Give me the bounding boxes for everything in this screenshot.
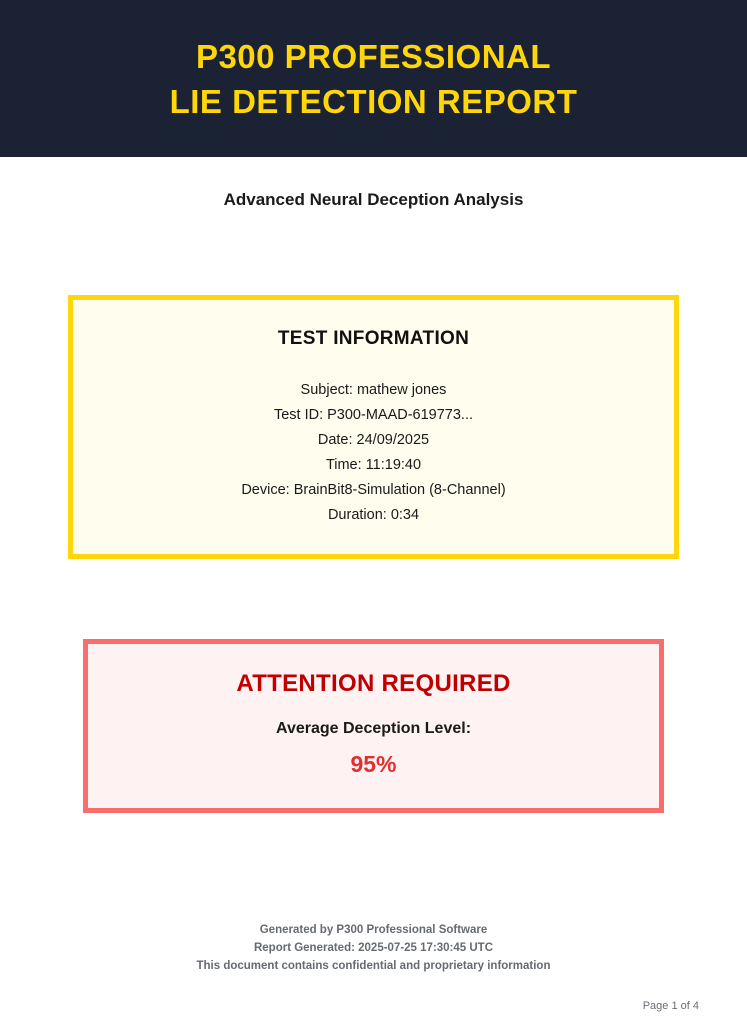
footer-confidentiality-notice: This document contains confidential and proprietary information bbox=[196, 960, 551, 972]
report-footer bbox=[0, 921, 747, 975]
average-deception-level-label: Average Deception Level: bbox=[275, 720, 472, 737]
report-header-banner bbox=[0, 0, 747, 157]
test-information-test-id: Test ID: P300-MAAD-619773... bbox=[273, 407, 474, 423]
test-information-device: Device: BrainBit8-Simulation (8-Channel) bbox=[241, 482, 506, 498]
attention-required-card bbox=[83, 639, 664, 813]
average-deception-level-value: 95% bbox=[350, 751, 397, 777]
report-title-line-1: P300 PROFESSIONAL bbox=[195, 37, 552, 75]
test-information-rows bbox=[83, 378, 664, 528]
test-information-card bbox=[68, 295, 679, 559]
test-information-title: TEST INFORMATION bbox=[277, 328, 470, 349]
test-information-subject: Subject: mathew jones bbox=[300, 382, 447, 398]
test-information-time: Time: 11:19:40 bbox=[325, 457, 422, 473]
footer-generated-by: Generated by P300 Professional Software bbox=[259, 924, 488, 936]
report-title-line-2: LIE DETECTION REPORT bbox=[169, 82, 578, 120]
test-information-duration: Duration: 0:34 bbox=[327, 507, 420, 523]
page-number: Page 1 of 4 bbox=[642, 1000, 699, 1012]
footer-report-generated: Report Generated: 2025-07-25 17:30:45 UTC bbox=[253, 942, 494, 954]
test-information-date: Date: 24/09/2025 bbox=[317, 432, 430, 448]
attention-required-title: ATTENTION REQUIRED bbox=[236, 670, 511, 697]
report-subtitle: Advanced Neural Deception Analysis bbox=[223, 190, 524, 209]
